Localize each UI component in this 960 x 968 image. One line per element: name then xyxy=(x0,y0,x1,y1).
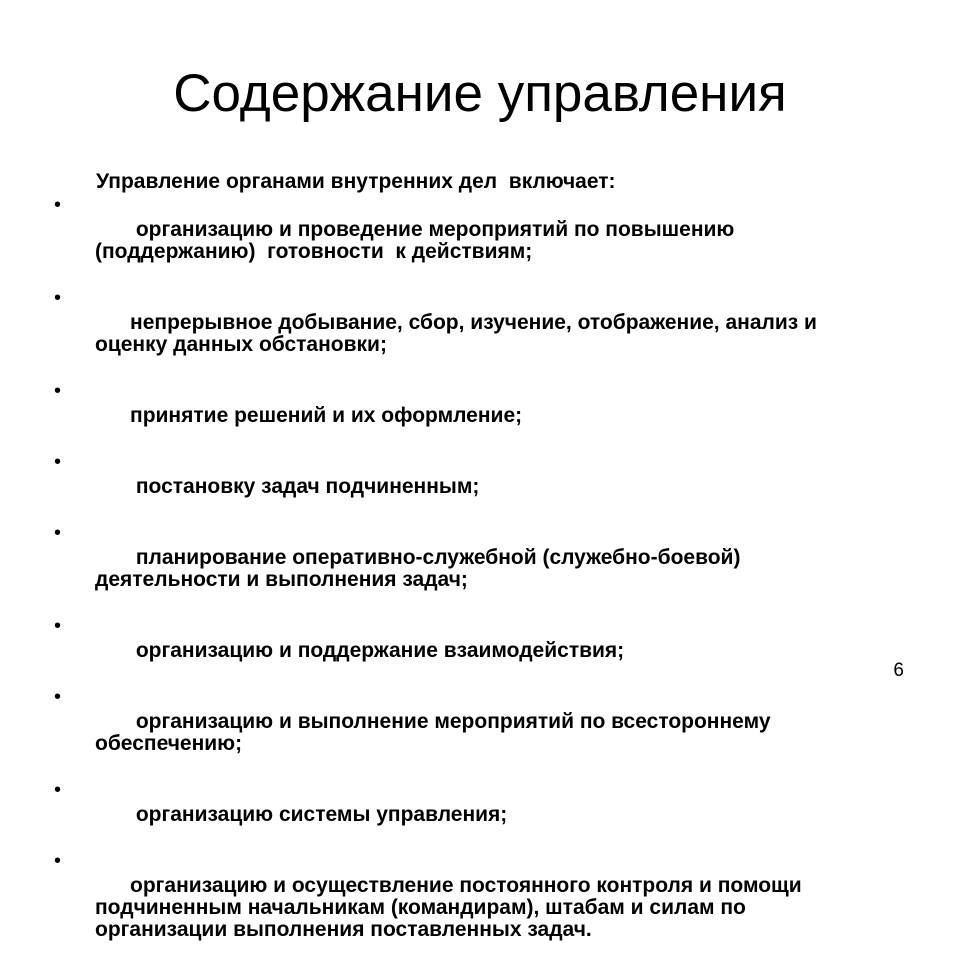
bullet-icon: • xyxy=(54,194,62,216)
list-item-text: организацию и поддержание взаимодействия; xyxy=(130,639,625,662)
list-item xyxy=(54,194,894,285)
list-item-text: организацию и проведение мероприятий по повышению (поддержанию) готовности к действиям; xyxy=(95,218,735,263)
bullet-icon: • xyxy=(54,850,62,872)
list-item xyxy=(54,686,894,777)
list-item-text: организацию системы управления; xyxy=(130,803,508,826)
list-item-text: организацию и выполнение мероприятий по всестороннему обеспечению; xyxy=(95,710,771,755)
intro-text: Управление органами внутренних дел включает: xyxy=(96,170,616,193)
slide-title: Содержание управления xyxy=(173,64,787,123)
bullet-icon: • xyxy=(54,380,62,402)
bullet-icon: • xyxy=(54,686,62,708)
list-item xyxy=(54,380,894,449)
bullet-icon: • xyxy=(54,779,62,801)
list-item xyxy=(54,522,894,613)
list-item-text: непрерывное добывание, сбор, изучение, отображение, анализ и оценку данных обстановки; xyxy=(95,311,817,356)
bullet-icon: • xyxy=(54,287,62,309)
bullet-icon: • xyxy=(54,451,62,473)
list-item-text: принятие решений и их оформление; xyxy=(130,404,523,427)
list-item xyxy=(54,779,894,848)
list-item-text: планирование оперативно-служебной (служебно-боевой) деятельности и выполнения задач; xyxy=(95,546,741,591)
bullet-list xyxy=(54,194,894,968)
bullet-icon: • xyxy=(54,615,62,637)
list-item xyxy=(54,451,894,520)
page-number: 6 xyxy=(893,660,904,681)
list-item-text: организацию и осуществление постоянного контроля и помощи подчиненным начальникам (командирам), штабам и силам по организации выполнения поставленных задач. xyxy=(95,874,802,941)
list-item-text: постановку задач подчиненным; xyxy=(130,475,480,498)
list-item xyxy=(54,615,894,684)
list-item xyxy=(54,850,894,963)
bullet-icon: • xyxy=(54,522,62,544)
list-item xyxy=(54,287,894,378)
